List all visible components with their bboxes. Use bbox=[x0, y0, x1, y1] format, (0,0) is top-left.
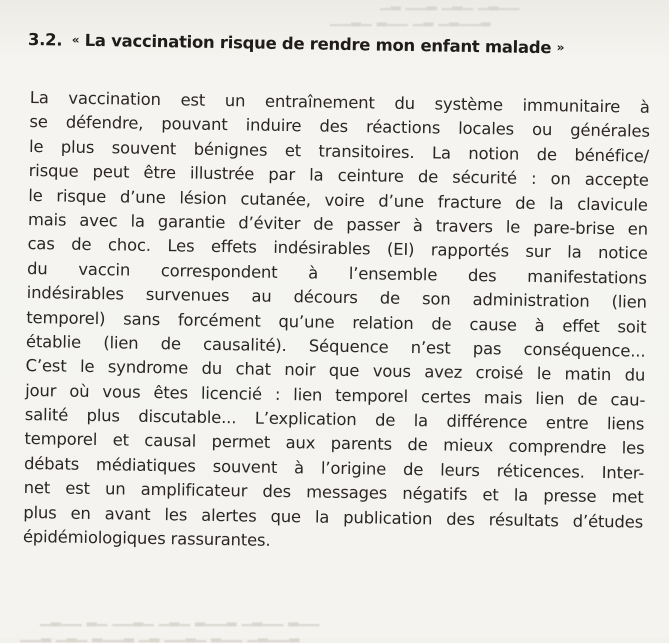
paragraph-line: épidémiologiques rassurantes. bbox=[22, 526, 271, 550]
paragraph-line: temporel) sans forcément qu’une relation de cause à effet soit bbox=[26, 307, 647, 337]
paragraph-line: salité plus discutable... L’explication de la différence entre liens bbox=[24, 405, 645, 434]
paragraph-line: jour où vous êtes licencié : lien temporel certes mais lien de cau- bbox=[25, 380, 646, 410]
show-through-top: ▁▁▂▁ ▂▁▁ ▁▂ ▁▂▁▁▂ bbox=[330, 12, 491, 27]
show-through-bottom: ▁▁▂ ▁▂▁ ▂▁▁▂ ▁▂ ▁▁▂▁ ▂▁▁ ▁▂▁▁▂ bbox=[20, 628, 300, 643]
open-quote: « bbox=[71, 32, 80, 47]
paragraph-line: établie (lien de causalité). Séquence n’est pas conséquence... bbox=[25, 331, 646, 361]
paragraph-line: La vaccination est un entraînement du système immunitaire à bbox=[29, 87, 650, 117]
paragraph-line: le plus souvent bénignes et transitoires. La notion de bénéfice/ bbox=[28, 136, 650, 166]
body-paragraph bbox=[23, 86, 658, 559]
paragraph-line: cas de choc. Les effets indésirables (EI) rapportés sur la notice bbox=[27, 234, 648, 264]
paragraph-line: C’est le syndrome du chat noir que vous avez croisé le matin du bbox=[25, 356, 646, 385]
close-quote: » bbox=[556, 40, 565, 55]
paragraph-line: net est un amplificateur des messages négatifs et la presse met bbox=[23, 478, 644, 507]
paragraph-line: plus en avant les alertes que la publication des résultats d’études bbox=[23, 502, 644, 532]
paragraph-line: indésirables survenues au décours de son administration (lien bbox=[26, 283, 647, 312]
show-through-top: ▁▂ ▁▁▂ ▁▂▁ ▁▂▁▁ bbox=[380, 0, 520, 11]
paragraph-line: se défendre, pouvant induire des réactions locales ou générales bbox=[29, 112, 650, 142]
paragraph-line: débats médiatiques souvent à l’origine de leurs réticences. Inter- bbox=[23, 453, 645, 483]
section-title: La vaccination risque de rendre mon enfant malade bbox=[84, 30, 552, 58]
paragraph-line: mais avec la garantie d’éviter de passer à travers le pare-brise en bbox=[27, 209, 649, 239]
paragraph-line: risque peut être illustrée par la ceinture de sécurité : on accepte bbox=[28, 161, 649, 190]
paragraph-line: temporel et causal permet aux parents de mieux comprendre les bbox=[24, 429, 645, 459]
section-heading bbox=[28, 30, 668, 59]
show-through-bottom: ▁▂▁▁ ▂▁ ▁▁▂▁ ▁▂▁ ▂▁▁▂ ▁▂▁▁ ▂▁▁ bbox=[40, 612, 320, 627]
paragraph-line: du vaccin correspondent à l’ensemble des manifestations bbox=[26, 258, 648, 288]
paragraph-line: le risque d’une lésion cutanée, voire d’une fracture de la clavicule bbox=[28, 185, 648, 215]
section-number: 3.2. bbox=[27, 30, 63, 50]
